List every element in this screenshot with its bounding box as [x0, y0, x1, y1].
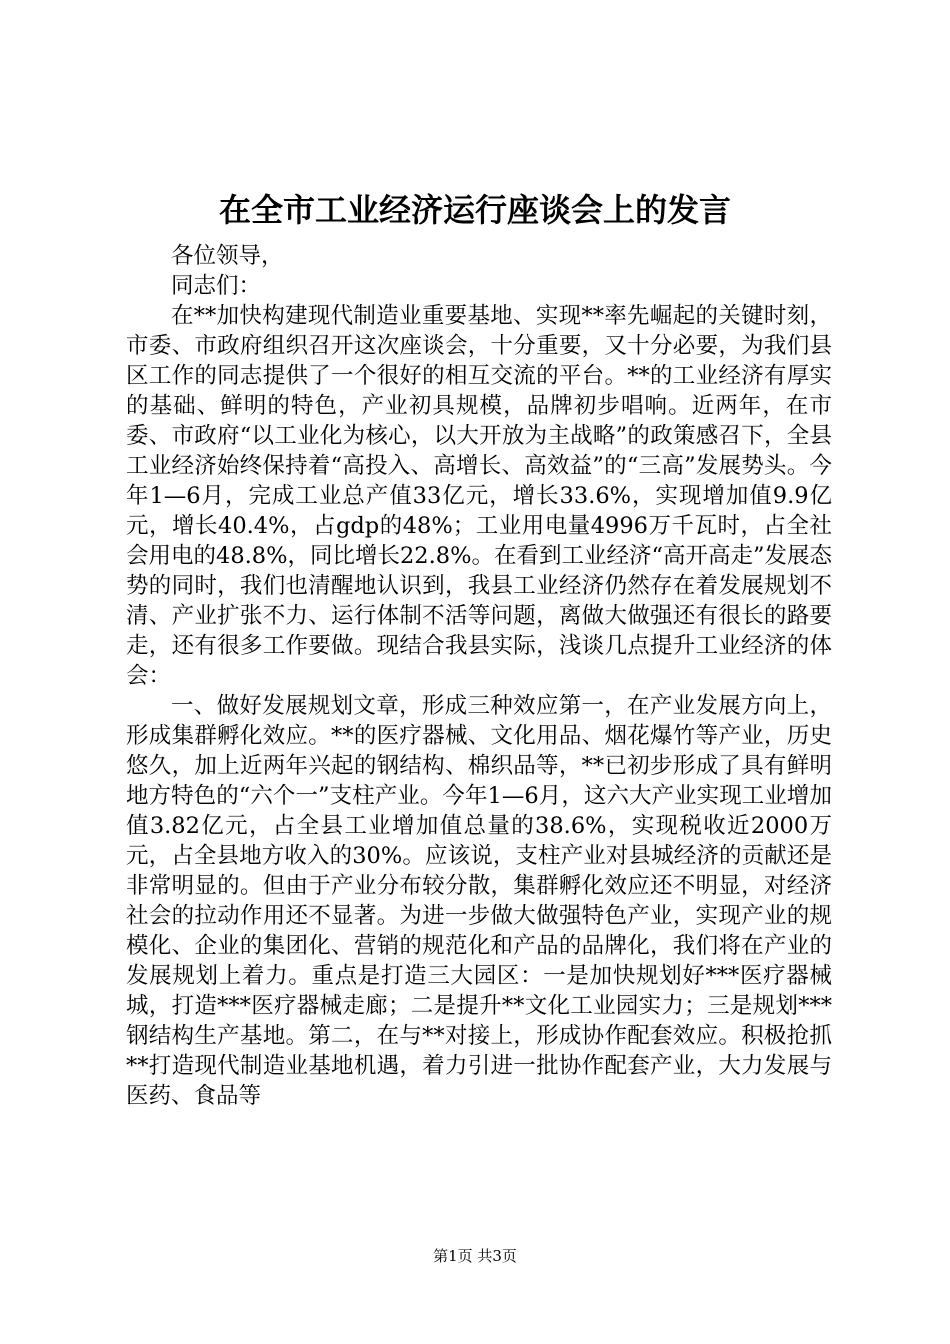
salutation-comrades: 同志们： — [171, 273, 262, 299]
salutation-leaders: 各位领导， — [171, 243, 284, 269]
page-footer: 第1页 共3页 — [433, 1247, 517, 1265]
paragraph-intro: 在**加快构建现代制造业重要基地、实现**率先崛起的关键时刻，市委、市政府组织召开这次座谈会，十分重要，又十分必要，为我们县区工作的同志提供了一个很好的相互交流的平台。**的工业经济有厚实的基础、鲜明的特色，产业初具规模，品牌初步唱响。近两年，在市委、市政府“以工业化为核心，以大开放为主战略”的政策感召下，全县工业经济始终保持着“高投入、高增长、高效益”的“三高”发展势头。今年1—6月，完成工业总产值33亿元，增长33.6%，实现增加值9.9亿元，增长40.4%，占gdp的48%；工业用电量4996万千瓦时，占全社会用电的48.8%，同比增长22.8%。在看到工业经济“高开高走”发展态势的同时，我们也清醒地认识到，我县工业经济仍然存在着发展规划不清、产业扩张不力、运行体制不活等问题，离做大做强还有很长的路要走，还有很多工作要做。现结合我县实际，浅谈几点提升工业经济的体会： — [126, 303, 832, 689]
paragraph-section-one: 一、做好发展规划文章，形成三种效应第一，在产业发展方向上，形成集群孵化效应。**的医疗器械、文化用品、烟花爆竹等产业，历史悠久，加上近两年兴起的钢结构、棉织品等，**已初步形成了具有鲜明地方特色的“六个一”支柱产业。今年1—6月，这六大产业实现工业增加值3.82亿元，占全县工业增加值总量的38.6%，实现税收近2000万元，占全县地方收入的30%。应该说，支柱产业对县城经济的贡献还是非常明显的。但由于产业分布较分散，集群孵化效应还不明显，对经济社会的拉动作用还不显著。为进一步做大做强特色产业，实现产业的规模化、企业的集团化、营销的规范化和产品的品牌化，我们将在产业的发展规划上着力。重点是打造三大园区：一是加快规划好***医疗器械城，打造***医疗器械走廊；二是提升**文化工业园实力；三是规划***钢结构生产基地。第二，在与**对接上，形成协作配套效应。积极抢抓**打造现代制造业基地机遇，着力引进一批协作配套产业，大力发展与医药、食品等 — [126, 693, 832, 1109]
document-title: 在全市工业经济运行座谈会上的发言 — [218, 191, 731, 229]
document-body — [126, 241, 832, 1111]
